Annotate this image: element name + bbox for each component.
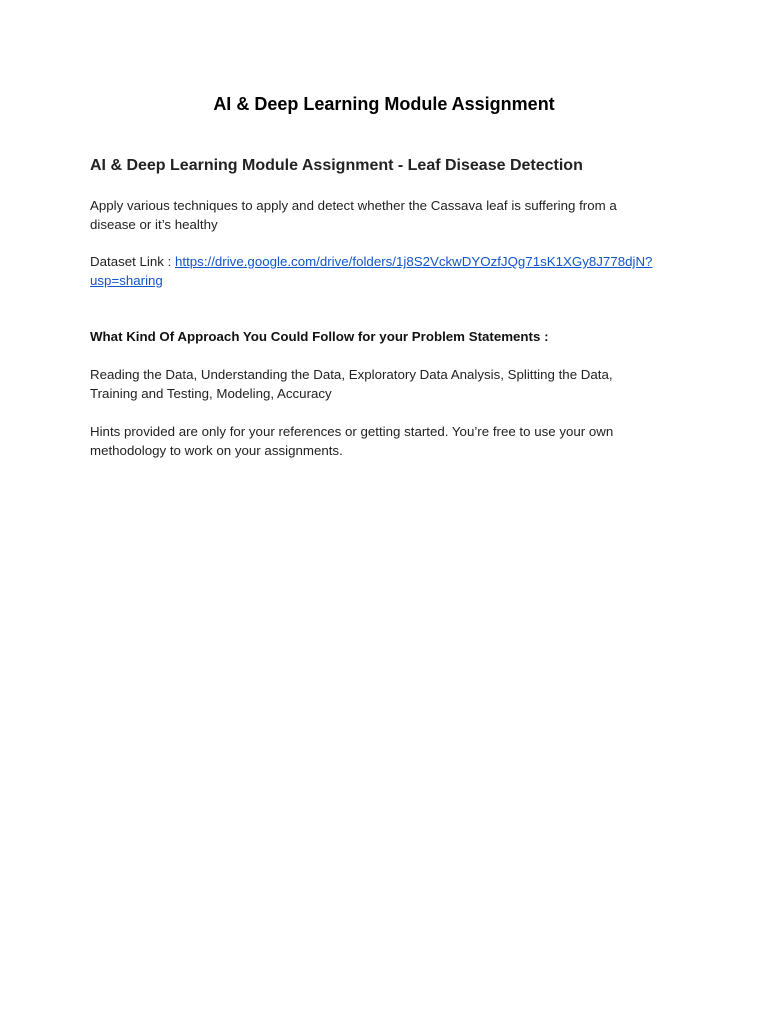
hints-line-2: methodology to work on your assignments. (90, 443, 343, 458)
hints-line-1: Hints provided are only for your references or getting started. You’re free to use your own (90, 424, 614, 439)
steps-line-2: Training and Testing, Modeling, Accuracy (90, 386, 332, 401)
description-paragraph (90, 196, 690, 234)
document-title: AI & Deep Learning Module Assignment (213, 94, 555, 114)
approach-heading: What Kind Of Approach You Could Follow for your Problem Statements : (90, 329, 549, 344)
dataset-link-line-2[interactable]: usp=sharing (90, 273, 163, 288)
hints-paragraph (90, 422, 690, 460)
description-line-1: Apply various techniques to apply and detect whether the Cassava leaf is suffering from a (90, 198, 617, 213)
dataset-paragraph (90, 252, 690, 290)
steps-paragraph (90, 365, 690, 403)
steps-line-1: Reading the Data, Understanding the Data, Exploratory Data Analysis, Splitting the Data, (90, 367, 613, 382)
assignment-subtitle: AI & Deep Learning Module Assignment - Leaf Disease Detection (90, 157, 583, 174)
dataset-link[interactable] (90, 254, 652, 288)
dataset-link-line-1[interactable]: https://drive.google.com/drive/folders/1j8S2VckwDYOzfJQg71sK1XGy8J778djN? (175, 254, 653, 269)
description-line-2: disease or it’s healthy (90, 217, 218, 232)
dataset-label: Dataset Link : (90, 254, 175, 269)
